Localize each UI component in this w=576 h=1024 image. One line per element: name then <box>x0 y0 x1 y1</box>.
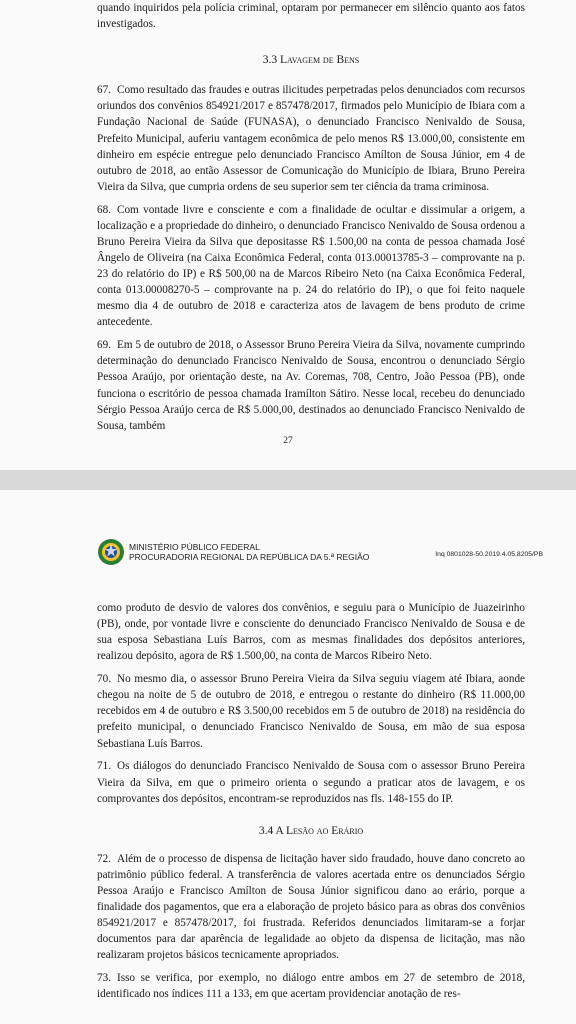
section-heading-3-3: 3.3 Lavagem de Bens <box>262 54 360 67</box>
header-line-1: MINISTÉRIO PÚBLICO FEDERAL <box>129 542 260 552</box>
page-number: 27 <box>283 436 293 446</box>
paragraph-text: Em 5 de outubro de 2018, o Assessor Bruno Pereira Vieira da Silva, novamente cumprindo determinação do denunciado Francisco Nenivaldo de Sousa, encontrou o denunciado Sérgio Pessoa Araújo, por orientação deste, na Av. Coremas, 708, Centro, João Pessoa (PB), onde funciona o escritório de pessoa chamada Iramílton Sátiro. Nesse local, recebeu do denunciado Sérgio Pessoa Araújo cerca de R$ 5.000,00, destinados ao denunciado Francisco Nenivaldo de Sousa, também <box>97 339 525 432</box>
paragraph-68 <box>97 202 525 331</box>
paragraph-number: 67. <box>97 84 111 97</box>
paragraph-text: Os diálogos do denunciado Francisco Nenivaldo de Sousa com o assessor Bruno Pereira Vieira da Silva, em que o primeiro orienta o segundo a praticar atos de lavagem, e os comprovantes dos depósitos, encontram-se reproduzidos nas fls. 148-155 do IP. <box>97 760 525 805</box>
paragraph-70 <box>97 671 525 751</box>
document-page-28 <box>0 490 576 1024</box>
paragraph-number: 72. <box>97 852 111 865</box>
paragraph-number: 70. <box>97 673 111 686</box>
paragraph-text: Isso se verifica, por exemplo, no diálogo entre ambos em 27 de setembro de 2018, identificado nos índices 111 a 133, em que acertam providenciar anotação de res- <box>97 972 525 1001</box>
paragraph-text: Como resultado das fraudes e outras ilicitudes perpetradas pelos denunciados com recursos oriundos dos convênios 854921/2017 e 857478/2017, firmados pelo Município de Ibiara com a Fundação Nacional de Saúde (FUNASA), o denunciado Francisco Nenivaldo de Sousa, Prefeito Municipal, auferiu vantagem econômica de pelo menos R$ 13.000,00, consistente em dinheiro em espécie entregue pelo denunciado Francisco Amílton de Sousa Júnior, em 4 de outubro de 2018, ao então Assessor de Comunicação do Município de Ibiara, Bruno Pereira Vieira da Silva, que cumpria ordens de seu superior sem ter ciência da trama criminosa. <box>97 84 525 193</box>
paragraph-text: No mesmo dia, o assessor Bruno Pereira Vieira da Silva seguiu viagem até Ibiara, aonde chegou na noite de 5 de outubro de 2018, e entregou o restante do dinheiro (R$ 11.000,00 recebidos em 4 de outubro e R$ 3.500,00 recebidos em 5 de outubro de 2018) na residência do prefeito municipal, o denunciado Francisco Nenivaldo de Sousa, em mão de sua esposa Sebastiana Luís Barros. <box>97 673 525 750</box>
paragraph-number: 69. <box>97 339 111 352</box>
paragraph-text: Com vontade livre e consciente e com a finalidade de ocultar e dissimular a origem, a localização e a propriedade do dinheiro, o denunciado Francisco Nenivaldo de Sousa ordenou a Bruno Pereira Vieira da Silva que depositasse R$ 1.500,00 na conta de pessoa chamada José Ângelo de Oliveira (na Caixa Econômica Federal, conta 013.00013785-3 – comprovante na p. 23 do relatório do IP) e R$ 500,00 na de Marcos Ribeiro Neto (na Caixa Econômica Federal, conta 013.00008270-5 – comprovante na p. 24 do relatório do IP), o que foi feito naquele mesmo dia 4 de outubro de 2018 e caracteriza atos de lavagem de bens produto de crime antecedente. <box>97 203 525 329</box>
header-line-2: PROCURADORIA REGIONAL DA REPÚBLICA DA 5.ª REGIÃO <box>129 552 370 562</box>
page-28-body <box>97 600 525 1009</box>
header-institution <box>129 542 369 562</box>
paragraph-69 <box>97 337 525 434</box>
section-heading-3-4: 3.4 A Lesão ao Erário <box>258 824 364 837</box>
paragraph-text: Além de o processo de dispensa de licitação haver sido fraudado, houve dano concreto ao patrimônio público federal. A transferência de valores acertada entre os denunciados Sérgio Pessoa Araújo e Francisco Amílton de Sousa Júnior significou dano ao erário, porque a finalidade dos pagamentos, que era a elaboração de projeto básico para as obras dos convênios 854921/2017 e 857478/2017, foi frustrada. Referidos denunciados limitaram-se a forjar documentos para dar aparência de legalidade ao objeto da dispensa de licitação, mas não realizaram projetos básicos tecnicamente apropriados. <box>97 852 525 962</box>
continuation-text: como produto de desvio de valores dos convênios, e seguiu para o Município de Juazeirinho (PB), onde, por vontade livre e consciente do denunciado Francisco Nenivaldo de Sousa e de sua esposa Sebastiana Luís Barros, com as mesmas finalidades dos depósitos anteriores, realizou depósito, agora de R$ 1.500,00, na conta de Marcos Ribeiro Neto. <box>97 602 525 663</box>
paragraph-number: 71. <box>97 760 111 773</box>
paragraph-67 <box>97 82 525 195</box>
page-27-body <box>97 0 525 441</box>
paragraph-72 <box>97 851 525 964</box>
page-header <box>97 538 557 568</box>
paragraph-number: 73. <box>97 972 111 985</box>
continuation-text: quando inquiridos pela polícia criminal, optaram por permanecer em silêncio quanto aos fatos investigados. <box>97 2 525 31</box>
paragraph-71 <box>97 758 525 806</box>
header-reference: Inq 0801028-50.2019.4.05.8205/PB <box>435 551 543 558</box>
paragraph-number: 68. <box>97 203 111 216</box>
paragraph-73 <box>97 970 525 1002</box>
document-page-27 <box>0 0 576 470</box>
brazil-coat-of-arms-icon <box>97 538 125 566</box>
